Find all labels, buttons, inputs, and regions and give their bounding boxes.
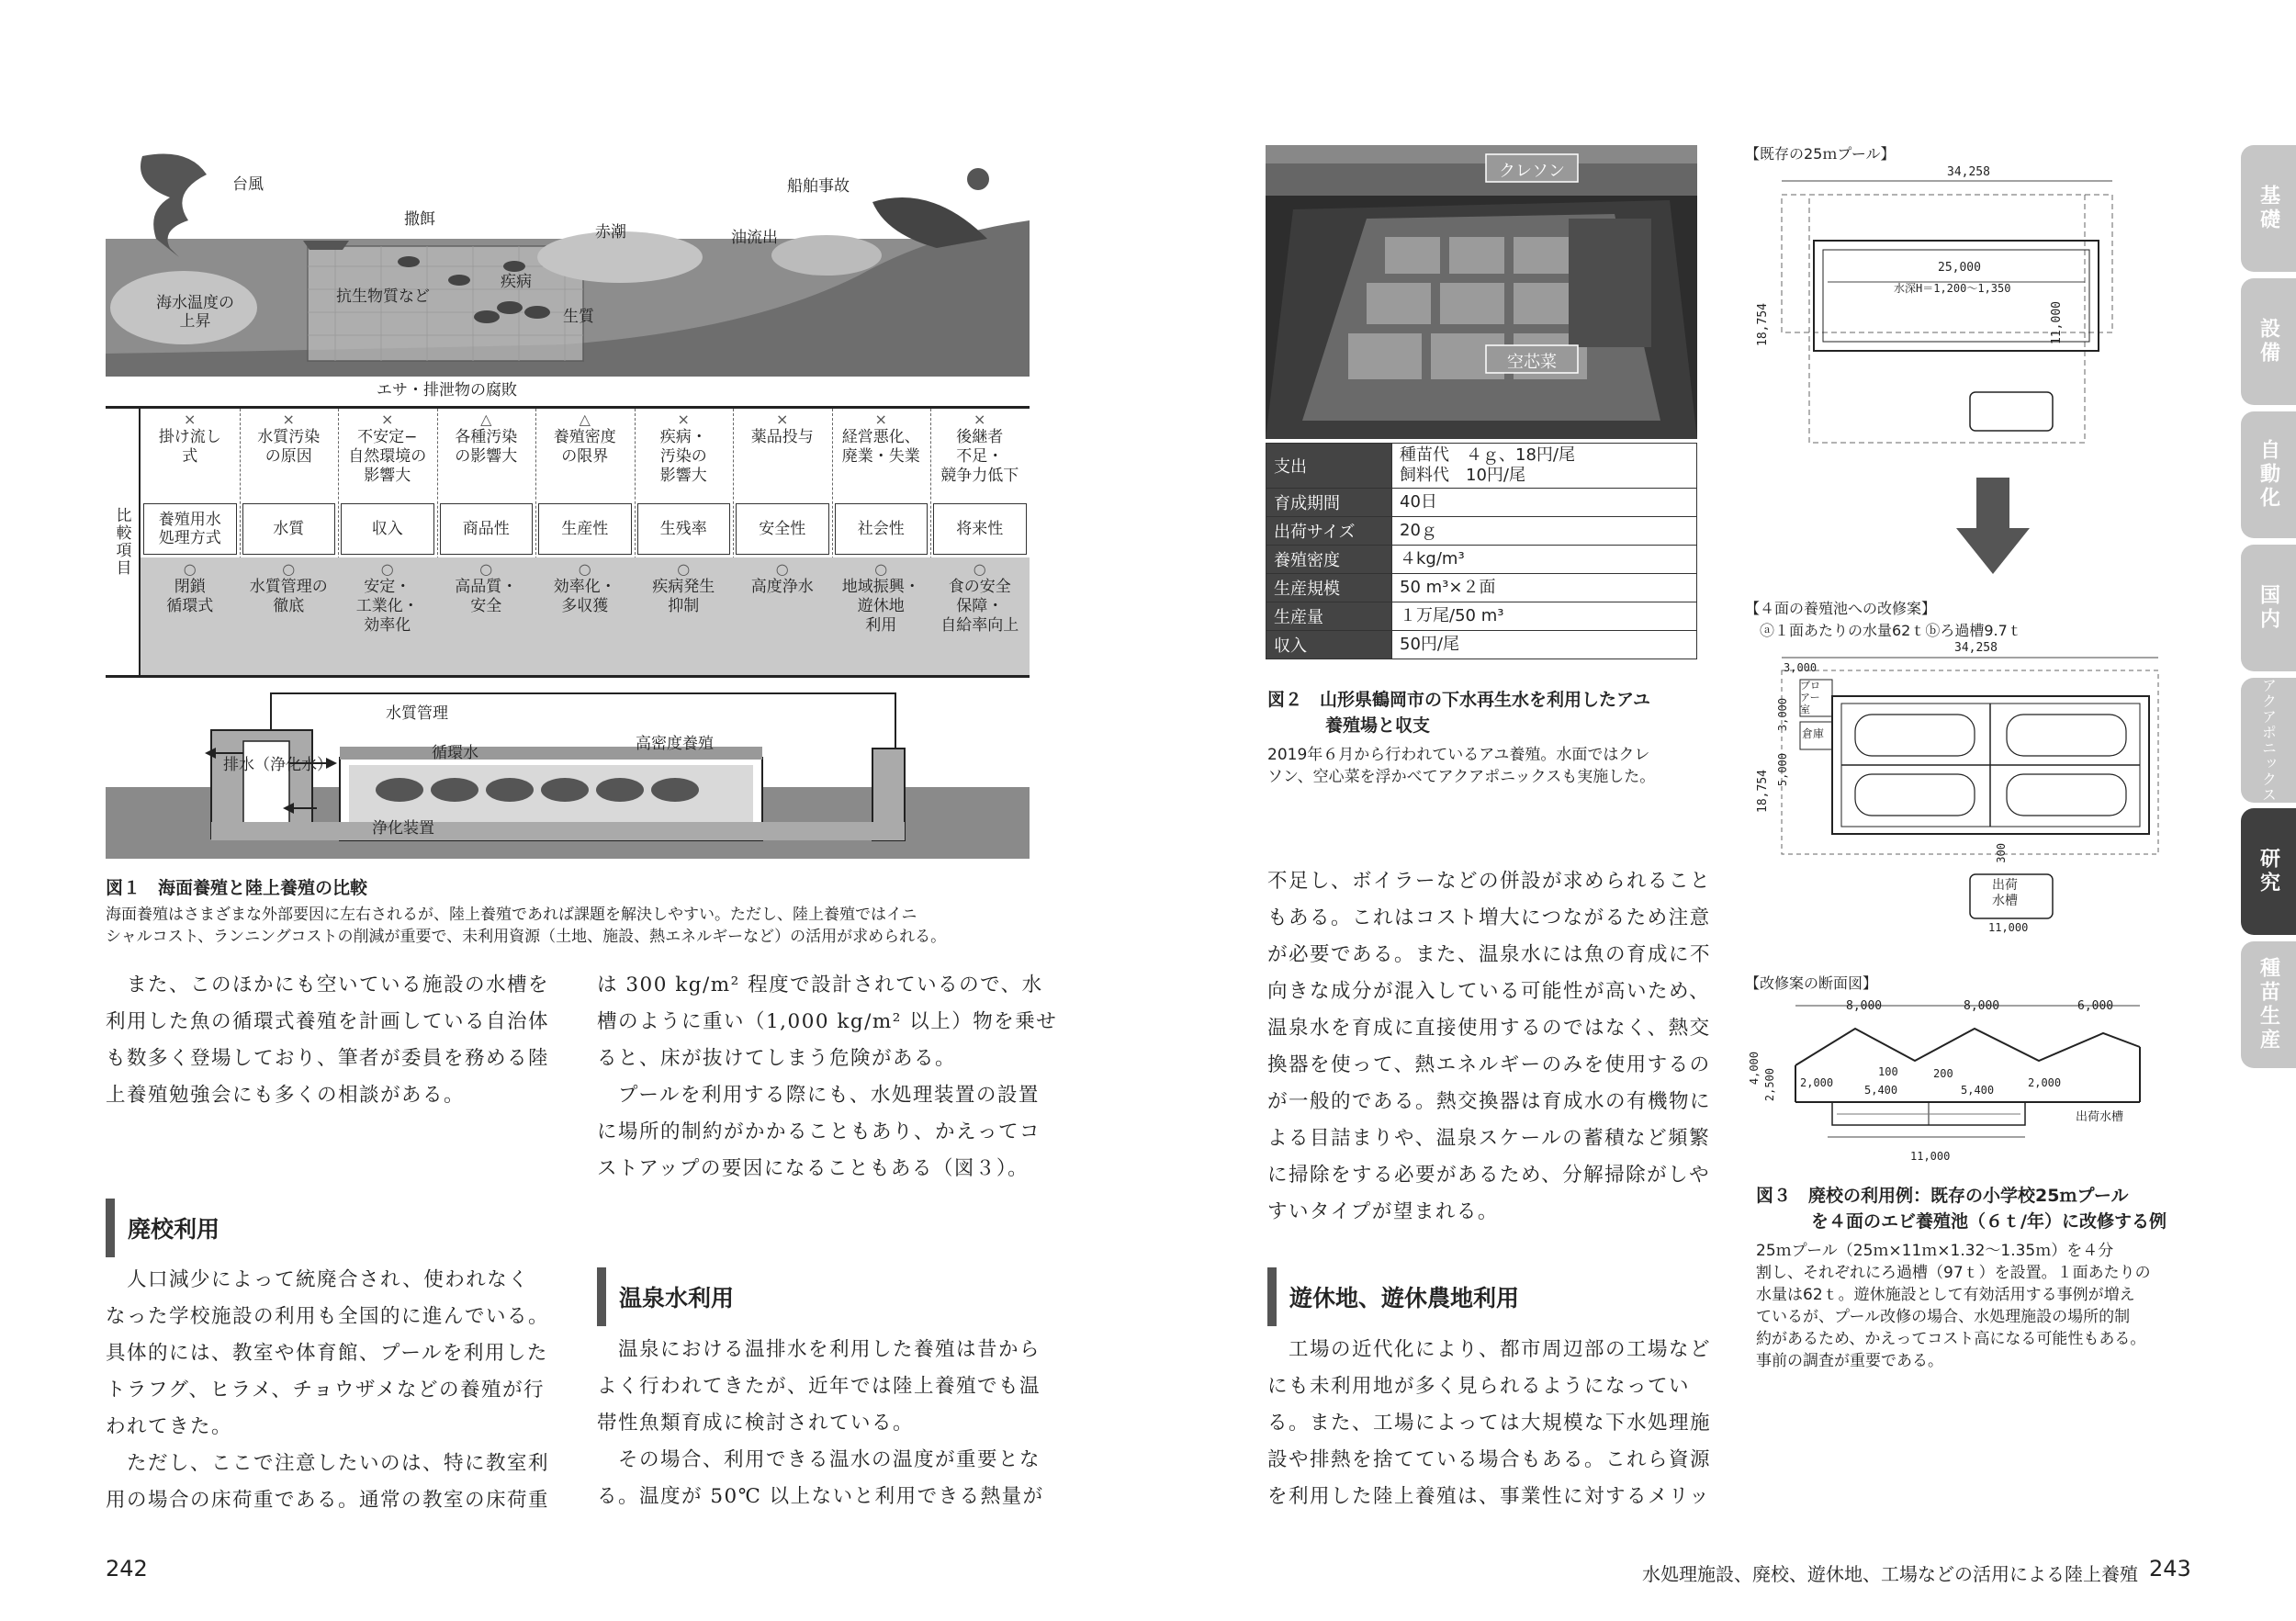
sea-mark: × <box>776 411 789 428</box>
comparison-side-label: 比較項目 <box>106 409 141 675</box>
chapter-tab[interactable]: 自動化 <box>2241 411 2296 538</box>
fig3-label-section: 【改修案の断面図】 <box>1745 974 1878 992</box>
text-line: 向きな成分が混入している可能性が高いため、 <box>1267 980 1711 1003</box>
fig2-caption-line: 2019年６月から行われているアユ養殖。水面ではクレ <box>1267 746 1650 764</box>
text-line: なった学校施設の利用も全国的に進んでいる。 <box>106 1305 550 1328</box>
text-line: また、このほかにも空いている施設の水槽を <box>106 974 550 996</box>
fig3-plan-note: ⓐ１面あたりの水量62ｔⓑろ過槽9.7ｔ <box>1760 622 2022 639</box>
dim-3000b: 3,000 <box>1776 698 1789 732</box>
text-line: 利用した魚の循環式養殖を計画している自治体 <box>106 1010 550 1033</box>
chapter-tab[interactable]: 国内 <box>2241 545 2296 671</box>
sea-mark: × <box>282 411 295 428</box>
text-line: 温泉水を育成に直接使用するのではなく、熱交 <box>1267 1017 1711 1040</box>
pool-plan-drawing <box>1745 158 2177 452</box>
sea-mark: △ <box>480 411 492 428</box>
land-mark: ○ <box>380 560 394 578</box>
comparison-item: 水質 <box>242 503 336 555</box>
balance-row <box>1266 444 1697 489</box>
balance-row <box>1266 602 1697 631</box>
label-feed-decay: エサ・排泄物の腐敗 <box>377 381 517 400</box>
chapter-tab[interactable]: アクアポニックス <box>2241 678 2296 803</box>
land-mark: ○ <box>775 560 789 578</box>
balance-key: 育成期間 <box>1266 489 1392 517</box>
fig3-caption-title-line: 図３ 廃校の利用例：既存の小学校25ｍプール <box>1756 1186 2129 1206</box>
sea-issue <box>240 409 339 503</box>
text-line: ただし、ここで注意したいのは、特に教室利 <box>106 1452 550 1475</box>
text-line: トラフグ、ヒラメ、チョウザメなどの養殖が行 <box>106 1379 546 1401</box>
balance-key: 生産規模 <box>1266 574 1392 602</box>
sec-2000b: 2,000 <box>2028 1076 2062 1089</box>
dim-300: 300 <box>1995 843 2008 863</box>
text-line: すいタイプが望まれる。 <box>1267 1200 1499 1223</box>
sea-mark: × <box>677 411 690 428</box>
comparison-table <box>106 406 1030 678</box>
sea-issue-text: 後継者 不足・ 競争力低下 <box>940 428 1019 485</box>
text-line: 帯性魚類育成に検討されている。 <box>597 1412 915 1435</box>
balance-value: 20ｇ <box>1392 517 1697 546</box>
fig3-label-pool: 【既存の25ｍプール】 <box>1745 145 1896 163</box>
land-solution <box>635 557 734 675</box>
sea-mark: △ <box>579 411 591 428</box>
pool-width: 34,258 <box>1947 165 1990 179</box>
label-feeding: 撒餌 <box>404 210 435 229</box>
text-line: にも未利用地が多く見られるようになってい <box>1267 1375 1691 1398</box>
down-arrow-icon <box>1956 478 2030 582</box>
sec-h2: 2,500 <box>1763 1068 1776 1102</box>
fig2-caption-title-line: 養殖場と収支 <box>1325 715 1431 736</box>
text-line: 換器を使って、熱エネルギーのみを使用するの <box>1267 1053 1711 1076</box>
label-circulation: 循環水 <box>432 744 478 762</box>
pool-height: 18,754 <box>1756 303 1770 346</box>
land-solution-text: 閉鎖 循環式 <box>166 578 214 615</box>
text-line: 約があるため、かえってコスト高になる可能性もある。 <box>1756 1330 2146 1348</box>
text-line: 人口減少によって統廃合され、使われなく <box>106 1268 530 1291</box>
comparison-item: 収入 <box>341 503 434 555</box>
text-line: その場合、利用できる温水の温度が重要とな <box>597 1448 1041 1471</box>
text-line: 25ｍプール（25ｍ×11ｍ×1.32〜1.35ｍ）を４分 <box>1756 1242 2114 1260</box>
label-water-mgmt: 水質管理 <box>386 704 448 723</box>
pool-inner-width: 25,000 <box>1938 261 1981 275</box>
heading-text: 廃校利用 <box>128 1216 220 1243</box>
land-mark: ○ <box>183 560 197 578</box>
heading-idle-land <box>1267 1267 1519 1326</box>
fig2-caption-line: ソン、空心菜を浮かべてアクアポニックスも実施した。 <box>1267 768 1656 786</box>
land-solution <box>733 557 832 675</box>
label-disease: 疾病 <box>501 273 532 291</box>
comparison-item: 将来性 <box>933 503 1027 555</box>
comparison-column <box>832 409 932 675</box>
left-col2-para1 <box>597 967 1058 1188</box>
sec-200: 200 <box>1933 1067 1953 1080</box>
sea-issue-text: 疾病・ 汚染の 影響大 <box>659 428 707 485</box>
text-line: 上養殖勉強会にも多くの相談がある。 <box>106 1084 466 1107</box>
left-col1-para1 <box>106 967 565 1114</box>
land-solution-text: 地域振興・ 遊休地 利用 <box>841 578 920 635</box>
land-solution <box>930 557 1030 675</box>
text-line: 割し、それぞれにろ過槽（97ｔ）を設置。１面あたりの <box>1756 1264 2151 1282</box>
label-oil-spill: 油流出 <box>731 229 778 247</box>
fig1-caption-body <box>106 904 1033 948</box>
comparison-column <box>437 409 537 675</box>
left-col2-para2 <box>597 1332 1047 1515</box>
balance-value: 50 m³×２面 <box>1392 574 1697 602</box>
page-number-right: 243 <box>2149 1556 2191 1582</box>
label-typhoon: 台風 <box>232 175 264 194</box>
store-room: 倉庫 <box>1802 727 1825 740</box>
land-solution <box>338 557 437 675</box>
land-solution-text: 水質管理の 徹底 <box>249 578 328 615</box>
comparison-column <box>635 409 735 675</box>
fig1-caption-line: シャルコスト、ランニングコストの削減が重要で、未利用資源（土地、施設、熱エネルギーなど）の活用が求められる。 <box>106 928 947 946</box>
land-solution <box>832 557 931 675</box>
sea-issue-text: 不安定− 自然環境の 影響大 <box>348 428 427 485</box>
fig1-caption-line: 海面養殖はさまざまな外部要因に左右されるが、陸上養殖であれば課題を解決しやすい。ただし、陸上養殖ではイニ <box>106 906 917 924</box>
page-number-left: 242 <box>106 1556 148 1582</box>
fig3-caption-title-line: を４面のエビ養殖池（６ｔ/年）に改修する例 <box>1811 1211 2167 1232</box>
chapter-tab[interactable]: 設備 <box>2241 278 2296 405</box>
text-line: よく行われてきたが、近年では陸上養殖でも温 <box>597 1375 1041 1398</box>
fig3-pool-plan <box>1745 158 2177 452</box>
sec-w1: 8,000 <box>1846 999 1883 1013</box>
chapter-tab[interactable]: 研究 <box>2241 808 2296 935</box>
sea-mark: × <box>974 411 986 428</box>
fig2-caption-title-line: 図２ 山形県鶴岡市の下水再生水を利用したアユ <box>1267 690 1651 710</box>
land-mark: ○ <box>677 560 691 578</box>
sea-issue-text: 水質汚染 の原因 <box>257 428 321 466</box>
text-line: に場所的制約がかかることもあり、かえってコ <box>597 1120 1041 1143</box>
comparison-item: 生残率 <box>637 503 731 555</box>
sea-issue-text: 薬品投与 <box>750 428 814 446</box>
fig2-balance-table <box>1266 443 1697 659</box>
balance-value: 種苗代 ４ｇ、18円/尾 飼料代 10円/尾 <box>1392 444 1697 489</box>
label-purifier: 浄化装置 <box>372 819 434 838</box>
comparison-item: 商品性 <box>440 503 534 555</box>
sea-issue <box>141 409 240 503</box>
sea-mark: × <box>874 411 887 428</box>
label-red-tide: 赤潮 <box>595 223 626 242</box>
fig3-section-drawing <box>1745 992 2177 1153</box>
balance-key: 収入 <box>1266 631 1392 659</box>
section-drawing <box>1745 992 2177 1153</box>
text-line: 設や排熱を捨てている場合もある。これら資源 <box>1267 1448 1712 1471</box>
sea-issue-text: 各種汚染 の影響大 <box>455 428 518 466</box>
land-solution-text: 食の安全 保障・ 自給率向上 <box>940 578 1019 635</box>
land-solution-text: 疾病発生 抑制 <box>652 578 715 615</box>
land-mark: ○ <box>479 560 493 578</box>
running-title: 水処理施設、廃校、遊休地、工場などの活用による陸上養殖 <box>1642 1563 2138 1585</box>
sea-issue <box>733 409 832 503</box>
heading-text: 温泉水利用 <box>619 1285 735 1311</box>
heading-text: 遊休地、遊休農地利用 <box>1289 1285 1520 1311</box>
label-dense: 高密度養殖 <box>636 735 714 753</box>
comparison-column <box>733 409 833 675</box>
text-line: に掃除をする必要があるため、分解掃除がしや <box>1267 1164 1711 1187</box>
text-line: が必要である。また、温泉水には魚の育成に不 <box>1267 943 1712 966</box>
text-line: も数多く登場しており、筆者が委員を務める陸 <box>106 1047 550 1070</box>
text-line: よる目詰まりや、温泉スケールの蓄積など頻繁 <box>1267 1127 1711 1150</box>
heading-hotspring <box>597 1267 734 1326</box>
comparison-item: 生産性 <box>538 503 632 555</box>
balance-key: 支出 <box>1266 444 1392 489</box>
dim-11000: 11,000 <box>1988 921 2029 934</box>
sec-w3: 6,000 <box>2077 999 2114 1013</box>
plan-height: 18,754 <box>1756 770 1770 813</box>
fig2-caption-body <box>1267 744 1655 788</box>
sea-issue <box>535 409 635 503</box>
comparison-item: 養殖用水 処理方式 <box>143 503 237 555</box>
text-line: プールを利用する際にも、水処理装置の設置 <box>597 1084 1040 1107</box>
text-line: 工場の近代化により、都市周辺部の工場など <box>1267 1338 1712 1361</box>
label-antibiotics: 抗生物質など <box>336 287 430 306</box>
fig3-caption-title <box>1756 1183 2167 1234</box>
balance-value: １万尾/50 m³ <box>1392 602 1697 631</box>
land-solution-text: 効率化・ 多収獲 <box>553 578 616 615</box>
sec-100: 100 <box>1878 1065 1898 1078</box>
text-line: 不足し、ボイラーなどの併設が求められること <box>1267 870 1712 893</box>
fig2-photo <box>1266 145 1697 439</box>
text-line: 用の場合の床荷重である。通常の教室の床荷重 <box>106 1489 550 1512</box>
shipping-tank: 出荷 水槽 <box>1992 878 2018 908</box>
text-line: 事前の調査が重要である。 <box>1756 1352 1943 1370</box>
text-line: ると、床が抜けてしまう危険がある。 <box>597 1047 957 1070</box>
sec-2000a: 2,000 <box>1800 1076 1834 1089</box>
sea-issue <box>930 409 1030 503</box>
text-line: ているが、プール改修の場合、水処理施設の場所的制 <box>1756 1308 2131 1326</box>
balance-row <box>1266 546 1697 574</box>
text-line: もある。これはコスト増大につながるため注意 <box>1267 906 1711 929</box>
sec-5400b: 5,400 <box>1961 1084 1995 1097</box>
label-ecology: 生質 <box>563 308 594 326</box>
fig1-caption-title: 図１ 海面養殖と陸上養殖の比較 <box>106 878 368 898</box>
sea-mark: × <box>381 411 394 428</box>
heading-bar <box>1267 1267 1277 1326</box>
text-line: を利用した陸上養殖は、事業性に対するメリッ <box>1267 1485 1711 1508</box>
sec-5400a: 5,400 <box>1864 1084 1898 1097</box>
sec-11000: 11,000 <box>1910 1150 1951 1163</box>
sec-w2: 8,000 <box>1964 999 2000 1013</box>
sea-issue <box>338 409 437 503</box>
land-mark: ○ <box>973 560 986 578</box>
pool-inner-height: 11,000 <box>2050 301 2064 344</box>
text-line: 温泉における温排水を利用した養殖は昔から <box>597 1338 1041 1361</box>
fig3-caption-body <box>1756 1240 2188 1372</box>
heading-school <box>106 1199 219 1257</box>
plan-width: 34,258 <box>1954 641 1998 655</box>
balance-row <box>1266 574 1697 602</box>
comparison-column <box>535 409 636 675</box>
text-line: 槽のように重い（1,000 kg/m² 以上）物を乗せ <box>597 1010 1058 1033</box>
chapter-tab[interactable]: 基礎 <box>2241 145 2296 272</box>
chapter-tab[interactable]: 種苗生産 <box>2241 941 2296 1068</box>
comparison-column <box>930 409 1030 675</box>
comparison-item: 社会性 <box>835 503 929 555</box>
balance-value: ４kg/m³ <box>1392 546 1697 574</box>
text-line: る。温度が 50℃ 以上ないと利用できる熱量が <box>597 1485 1044 1508</box>
sec-ship-tank: 出荷水槽 <box>2076 1110 2124 1124</box>
text-line: 具体的には、教室や体育館、プールを利用した <box>106 1342 548 1365</box>
land-solution <box>141 557 240 675</box>
land-solution <box>240 557 339 675</box>
sea-issue-text: 掛け流し 式 <box>158 428 221 466</box>
sea-mark: × <box>184 411 197 428</box>
sea-issue <box>832 409 931 503</box>
pool-depth: 水深H＝1,200〜1,350 <box>1894 282 2011 295</box>
comparison-item: 安全性 <box>736 503 829 555</box>
land-mark: ○ <box>874 560 888 578</box>
comparison-column <box>141 409 241 675</box>
left-col1-para2 <box>106 1262 565 1519</box>
heading-bar <box>597 1267 606 1326</box>
land-solution <box>535 557 635 675</box>
text-line: ストアップの要因になることもある（図３）。 <box>597 1157 1030 1180</box>
text-line: は 300 kg/m² 程度で設計されているので、水 <box>597 974 1043 996</box>
label-drain: 排水（浄化水） <box>223 756 332 774</box>
comparison-column <box>240 409 340 675</box>
sea-issue-text: 養殖密度 の限界 <box>553 428 616 466</box>
label-sea-temp: 海水温度の 上昇 <box>156 294 234 331</box>
balance-row <box>1266 631 1697 659</box>
fig2-caption-title <box>1267 687 1650 738</box>
balance-key: 出荷サイズ <box>1266 517 1392 546</box>
text-line: 水量は62ｔ。遊休施設として有効活用する事例が増え <box>1756 1286 2135 1304</box>
sea-issue <box>437 409 536 503</box>
balance-value: 40日 <box>1392 489 1697 517</box>
dim-5000: 5,000 <box>1776 753 1789 787</box>
heading-bar <box>106 1199 115 1257</box>
land-solution-text: 安定・ 工業化・ 効率化 <box>355 578 419 635</box>
text-line: が一般的である。熱交換器は育成水の有機物に <box>1267 1090 1712 1113</box>
right-col-para1 <box>1267 863 1712 1231</box>
fig3-label-plan: 【４面の養殖池への改修案】 <box>1745 600 1937 617</box>
right-col-para2 <box>1267 1332 1712 1515</box>
land-solution <box>437 557 536 675</box>
text-line: る。また、工場によっては大規模な下水処理施 <box>1267 1412 1712 1435</box>
land-mark: ○ <box>282 560 296 578</box>
aquaponics-photo <box>1266 145 1697 439</box>
balance-row <box>1266 517 1697 546</box>
comparison-column <box>338 409 438 675</box>
label-ship-accident: 船舶事故 <box>787 177 850 196</box>
balance-row <box>1266 489 1697 517</box>
photo-label-cress: クレソン <box>1499 162 1565 181</box>
down-arrow-shape <box>1956 478 2030 579</box>
blower-room: ブロアー室 <box>1800 680 1820 715</box>
sea-issue-text: 経営悪化、 廃業・失業 <box>841 428 920 466</box>
photo-label-kangkong: 空芯菜 <box>1507 353 1557 372</box>
dim-3000a: 3,000 <box>1784 661 1818 674</box>
text-line: われてきた。 <box>106 1415 233 1438</box>
balance-key: 養殖密度 <box>1266 546 1392 574</box>
sec-h1: 4,000 <box>1748 1052 1761 1086</box>
balance-key: 生産量 <box>1266 602 1392 631</box>
land-solution-text: 高品質・ 安全 <box>455 578 518 615</box>
balance-value: 50円/尾 <box>1392 631 1697 659</box>
sea-issue <box>635 409 734 503</box>
land-solution-text: 高度浄水 <box>750 578 814 596</box>
land-mark: ○ <box>578 560 591 578</box>
